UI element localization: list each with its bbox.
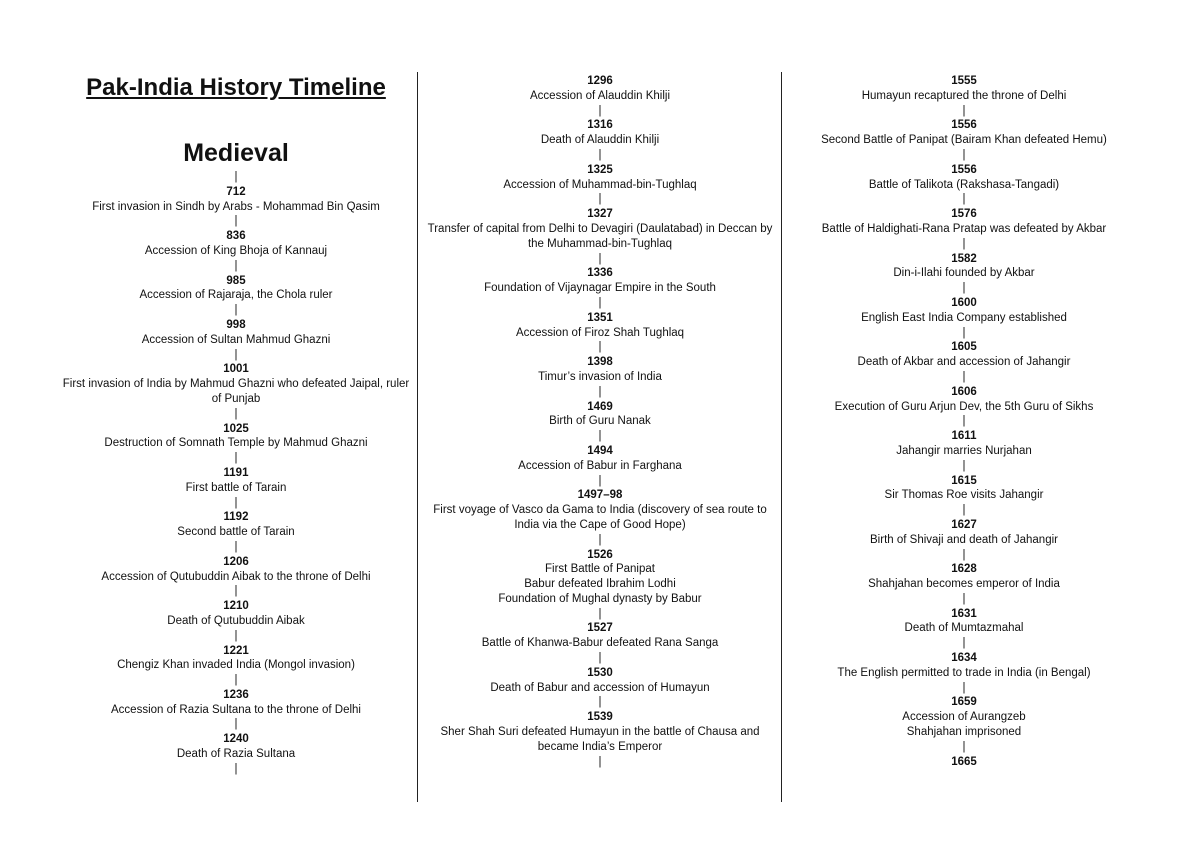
- event-list: [419, 74, 781, 769]
- timeline-connector: |: [234, 585, 238, 598]
- event-description: First invasion in Sindh by Arabs - Mohammad Bin Qasim: [92, 200, 380, 213]
- event-description: Battle of Haldighati-Rana Pratap was defeated by Akbar: [821, 222, 1107, 235]
- event-description: Accession of Babur in Farghana: [518, 459, 682, 472]
- timeline-connector: |: [234, 304, 238, 317]
- event-year: 1327: [587, 208, 613, 221]
- event-description: Humayun recaptured the throne of Delhi: [861, 89, 1067, 102]
- event-year: 1497–98: [577, 489, 623, 502]
- event-description: Timur’s invasion of India: [538, 370, 662, 383]
- event-description: Second battle of Tarain: [177, 526, 295, 539]
- timeline-event: [55, 185, 417, 215]
- column-divider-left: [417, 72, 418, 802]
- timeline-connector: |: [598, 252, 602, 265]
- event-description: Foundation of Mughal dynasty by Babur: [498, 592, 702, 605]
- event-year: 1221: [223, 644, 249, 657]
- event-description: Second Battle of Panipat (Bairam Khan defeated Hemu): [821, 134, 1107, 147]
- timeline-event: [783, 385, 1145, 415]
- event-description: Accession of Muhammad-bin-Tughlaq: [503, 178, 697, 191]
- timeline-event: [783, 163, 1145, 193]
- event-description: English East India Company established: [861, 311, 1067, 324]
- timeline-connector: |: [234, 496, 238, 509]
- timeline-connector: |: [962, 740, 966, 753]
- event-year: 998: [226, 318, 246, 331]
- timeline-event: [419, 666, 781, 696]
- timeline-event: [55, 229, 417, 259]
- timeline-event: [783, 562, 1145, 592]
- event-year: 1025: [223, 422, 249, 435]
- event-description: Destruction of Somnath Temple by Mahmud Ghazni: [104, 437, 368, 450]
- event-year: 1530: [587, 666, 613, 679]
- event-description: Accession of Qutubuddin Aibak to the throne of Delhi: [101, 570, 371, 583]
- event-year: 1665: [951, 755, 977, 768]
- event-description: Shahjahan imprisoned: [906, 726, 1022, 739]
- event-description: Accession of King Bhoja of Kannauj: [144, 244, 328, 257]
- event-year: 1206: [223, 555, 249, 568]
- event-year: 1611: [951, 430, 977, 443]
- timeline-connector: |: [234, 629, 238, 642]
- timeline-event: [419, 118, 781, 148]
- event-year: 1210: [223, 600, 249, 613]
- timeline-event: [55, 318, 417, 348]
- timeline-connector: |: [598, 385, 602, 398]
- timeline-connector: |: [962, 459, 966, 472]
- timeline-event: [783, 74, 1145, 104]
- event-description: Accession of Aurangzeb: [902, 711, 1026, 724]
- timeline-column-1: [55, 72, 417, 777]
- timeline-event: [419, 548, 781, 607]
- timeline-event: [419, 355, 781, 385]
- timeline-connector: |: [598, 533, 602, 546]
- event-description: The English permitted to trade in India (in Bengal): [837, 666, 1091, 679]
- timeline-event: [783, 340, 1145, 370]
- timeline-connector: |: [234, 540, 238, 553]
- event-description: First voyage of Vasco da Gama to India (discovery of sea route to India via the Cape of Good Hope): [433, 504, 767, 531]
- timeline-event: [783, 474, 1145, 504]
- event-year: 1296: [587, 75, 613, 87]
- event-description: Death of Babur and accession of Humayun: [490, 681, 710, 694]
- event-description: Jahangir marries Nurjahan: [896, 444, 1032, 457]
- timeline-connector: |: [598, 148, 602, 161]
- timeline-connector: |: [962, 104, 966, 117]
- timeline-event: [55, 422, 417, 452]
- event-year: 836: [226, 230, 246, 243]
- timeline-event: [419, 207, 781, 251]
- timeline-event: [783, 607, 1145, 637]
- timeline-column-3: [783, 74, 1145, 769]
- event-description: Sher Shah Suri defeated Humayun in the battle of Chausa and became India’s Emperor: [440, 726, 760, 753]
- event-description: Sir Thomas Roe visits Jahangir: [884, 489, 1044, 502]
- timeline-event: [419, 621, 781, 651]
- event-list: [783, 74, 1145, 769]
- event-year: 1191: [223, 466, 249, 479]
- timeline-connector: |: [234, 348, 238, 361]
- event-description: Accession of Rajaraja, the Chola ruler: [139, 289, 333, 302]
- timeline-event: [783, 118, 1145, 148]
- timeline-connector: |: [234, 718, 238, 731]
- event-description: Babur defeated Ibrahim Lodhi: [524, 578, 676, 591]
- column-divider-right: [781, 72, 782, 802]
- event-description: Accession of Firoz Shah Tughlaq: [515, 326, 685, 339]
- event-description: Birth of Guru Nanak: [549, 415, 651, 428]
- event-year: 1615: [951, 474, 977, 487]
- event-description: Execution of Guru Arjun Dev, the 5th Guru of Sikhs: [834, 400, 1094, 413]
- timeline-connector: |: [598, 193, 602, 206]
- timeline-connector: |: [234, 407, 238, 420]
- timeline-event: [55, 510, 417, 540]
- timeline-connector: |: [962, 681, 966, 694]
- page-title: Pak-India History Timeline: [86, 74, 386, 101]
- timeline-connector: |: [234, 171, 238, 183]
- timeline-connector: |: [234, 215, 238, 228]
- timeline-connector: |: [234, 762, 238, 775]
- timeline-connector: |: [598, 104, 602, 117]
- timeline-event: [55, 688, 417, 718]
- event-year: 1631: [951, 607, 977, 620]
- event-description: Accession of Razia Sultana to the throne of Delhi: [111, 703, 361, 716]
- timeline-event: [783, 518, 1145, 548]
- event-year: 1555: [951, 75, 977, 87]
- timeline-connector: |: [598, 755, 602, 768]
- event-year: 1605: [951, 341, 977, 354]
- timeline-connector: |: [962, 370, 966, 383]
- event-year: 1659: [951, 696, 977, 709]
- timeline-event: [55, 362, 417, 406]
- event-description: Death of Mumtazmahal: [904, 622, 1024, 635]
- timeline-connector: |: [598, 607, 602, 620]
- event-year: 1336: [587, 267, 613, 280]
- event-year: 1582: [951, 252, 977, 265]
- timeline-event: [783, 695, 1145, 739]
- event-description: Chengiz Khan invaded India (Mongol invasion): [117, 659, 355, 672]
- timeline-event: [419, 710, 781, 754]
- event-description: First invasion of India by Mahmud Ghazni who defeated Jaipal, ruler of Punjab: [62, 378, 410, 405]
- event-year: 1325: [587, 163, 613, 176]
- event-year: 1494: [587, 444, 613, 457]
- timeline-connector: |: [962, 415, 966, 428]
- timeline-event: [55, 732, 417, 762]
- event-year: 1351: [587, 311, 613, 324]
- event-year: 1576: [951, 208, 977, 221]
- event-description: Shahjahan becomes emperor of India: [868, 578, 1060, 591]
- timeline-event: [55, 599, 417, 629]
- event-year: 1398: [587, 356, 613, 369]
- timeline-connector: |: [962, 637, 966, 650]
- event-list: [55, 170, 417, 777]
- event-year: 1556: [951, 119, 977, 132]
- event-year: 1001: [223, 363, 249, 376]
- event-year: 1600: [951, 296, 977, 309]
- event-year: 712: [226, 185, 246, 198]
- timeline-connector: |: [962, 237, 966, 250]
- event-year: 1526: [587, 548, 613, 561]
- timeline-event: [55, 555, 417, 585]
- event-description: Birth of Shivaji and death of Jahangir: [870, 533, 1058, 546]
- timeline-connector: |: [598, 696, 602, 709]
- timeline-event: [783, 651, 1145, 681]
- event-description: First Battle of Panipat: [545, 563, 655, 576]
- event-year: 1192: [223, 511, 249, 524]
- timeline-connector: |: [598, 296, 602, 309]
- timeline-connector: |: [234, 259, 238, 272]
- event-description: Death of Akbar and accession of Jahangir: [857, 356, 1071, 369]
- timeline-column-2: [419, 74, 781, 769]
- timeline-connector: |: [598, 652, 602, 665]
- event-year: 1556: [951, 163, 977, 176]
- timeline-event: [783, 755, 1145, 770]
- event-year: 985: [226, 274, 246, 287]
- timeline-connector: |: [598, 341, 602, 354]
- timeline-event: [783, 252, 1145, 282]
- timeline-event: [55, 644, 417, 674]
- timeline-event: [419, 488, 781, 532]
- timeline-connector: |: [234, 452, 238, 465]
- event-year: 1628: [951, 563, 977, 576]
- timeline-connector: |: [962, 592, 966, 605]
- timeline-event: [419, 400, 781, 430]
- timeline-connector: |: [234, 674, 238, 687]
- event-year: 1539: [587, 711, 613, 724]
- timeline-event: [419, 311, 781, 341]
- event-year: 1236: [223, 688, 249, 701]
- timeline-event: [419, 444, 781, 474]
- timeline-event: [419, 163, 781, 193]
- event-description: Accession of Sultan Mahmud Ghazni: [141, 333, 331, 346]
- event-description: Transfer of capital from Delhi to Devagiri (Daulatabad) in Deccan by the Muhammad-bin-Tughlaq: [427, 222, 773, 250]
- event-description: Accession of Alauddin Khilji: [530, 89, 670, 102]
- section-heading: Medieval: [183, 139, 289, 167]
- timeline-connector: |: [962, 148, 966, 161]
- event-description: Death of Qutubuddin Aibak: [167, 614, 305, 627]
- timeline-event: [419, 266, 781, 296]
- timeline-connector: |: [962, 504, 966, 517]
- event-description: Death of Razia Sultana: [176, 748, 296, 761]
- event-year: 1240: [223, 733, 249, 746]
- event-year: 1606: [951, 385, 977, 398]
- event-year: 1469: [587, 400, 613, 413]
- event-description: Foundation of Vijaynagar Empire in the South: [484, 282, 716, 295]
- event-year: 1527: [587, 622, 613, 635]
- event-description: First battle of Tarain: [185, 481, 287, 494]
- event-description: Battle of Talikota (Rakshasa-Tangadi): [868, 178, 1060, 191]
- event-year: 1627: [951, 518, 977, 531]
- timeline-connector: |: [962, 326, 966, 339]
- timeline-event: [783, 429, 1145, 459]
- timeline-connector: |: [962, 193, 966, 206]
- event-description: Din-i-Ilahi founded by Akbar: [893, 267, 1035, 280]
- event-description: Battle of Khanwa-Babur defeated Rana Sanga: [481, 637, 719, 650]
- timeline-event: [419, 74, 781, 104]
- event-year: 1634: [951, 652, 977, 665]
- timeline-event: [55, 466, 417, 496]
- timeline-connector: |: [962, 282, 966, 295]
- timeline-connector: |: [598, 474, 602, 487]
- timeline-connector: |: [598, 430, 602, 443]
- timeline-event: [783, 296, 1145, 326]
- timeline-event: [55, 274, 417, 304]
- event-description: Death of Alauddin Khilji: [540, 134, 660, 147]
- timeline-event: [783, 207, 1145, 237]
- timeline-connector: |: [962, 548, 966, 561]
- event-year: 1316: [587, 119, 613, 132]
